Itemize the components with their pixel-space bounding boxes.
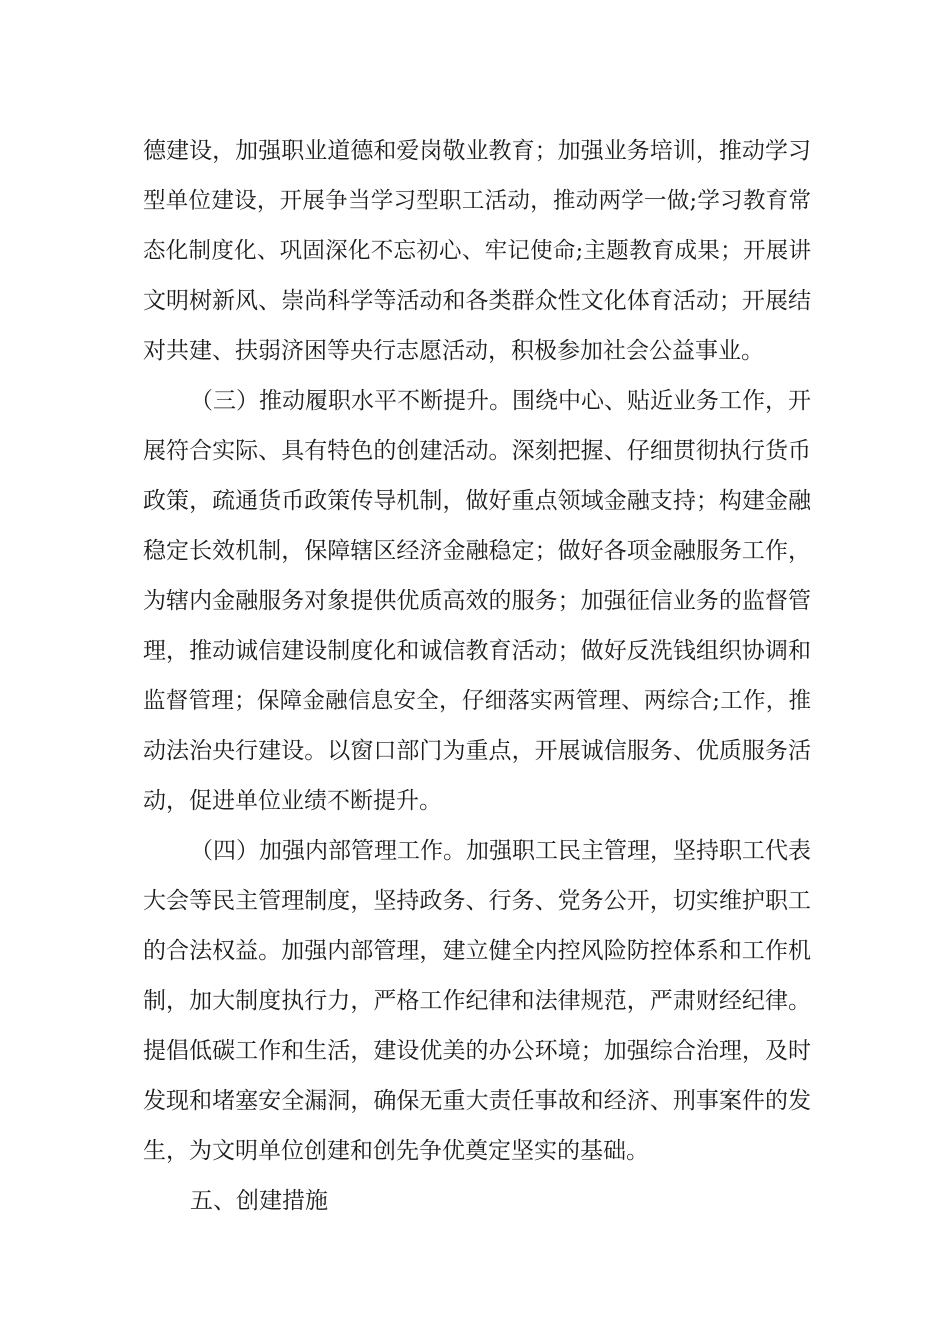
text-line: 展符合实际、具有特色的创建活动。深刻把握、仔细贯彻执行货币 (143, 438, 811, 464)
text-line: 动法治央行建设。以窗口部门为重点，开展诚信服务、优质服务活 (143, 738, 811, 764)
text-line: 动，促进单位业绩不断提升。 (143, 788, 442, 814)
text-line: 稳定长效机制，保障辖区经济金融稳定；做好各项金融服务工作， (143, 538, 811, 564)
text-line: 型单位建设，开展争当学习型职工活动，推动两学一做;学习教育常 (143, 188, 811, 214)
text-line: 制，加大制度执行力，严格工作纪律和法律规范，严肃财经纪律。 (143, 988, 811, 1014)
text-line: 生，为文明单位创建和创先争优奠定坚实的基础。 (143, 1138, 649, 1164)
text-line: 发现和堵塞安全漏洞，确保无重大责任事故和经济、刑事案件的发 (143, 1088, 811, 1114)
text-line: 态化制度化、巩固深化不忘初心、牢记使命;主题教育成果；开展讲 (143, 238, 811, 264)
text-line: 提倡低碳工作和生活，建设优美的办公环境；加强综合治理，及时 (143, 1038, 811, 1064)
text-line: 的合法权益。加强内部管理，建立健全内控风险防控体系和工作机 (143, 938, 811, 964)
text-line: 为辖内金融服务对象提供优质高效的服务；加强征信业务的监督管 (143, 588, 811, 614)
text-line: 理，推动诚信建设制度化和诚信教育活动；做好反洗钱组织协调和 (143, 638, 811, 664)
text-line: 对共建、扶弱济困等央行志愿活动，积极参加社会公益事业。 (143, 338, 764, 364)
text-line: 德建设，加强职业道德和爱岗敬业教育；加强业务培训，推动学习 (143, 138, 811, 164)
paragraph-heading-4: （四）加强内部管理工作。加强职工民主管理，坚持职工代表 (190, 838, 811, 864)
text-line: 大会等民主管理制度，坚持政务、行务、党务公开，切实维护职工 (143, 888, 811, 914)
text-line: 监督管理；保障金融信息安全，仔细落实两管理、两综合;工作，推 (143, 688, 811, 714)
text-line: 政策，疏通货币政策传导机制，做好重点领域金融支持；构建金融 (143, 488, 811, 514)
text-line: 文明树新风、崇尚科学等活动和各类群众性文化体育活动；开展结 (143, 288, 811, 314)
section-heading: 五、创建措施 (190, 1188, 328, 1214)
paragraph-heading-3: （三）推动履职水平不断提升。围绕中心、贴近业务工作，开 (190, 388, 811, 414)
